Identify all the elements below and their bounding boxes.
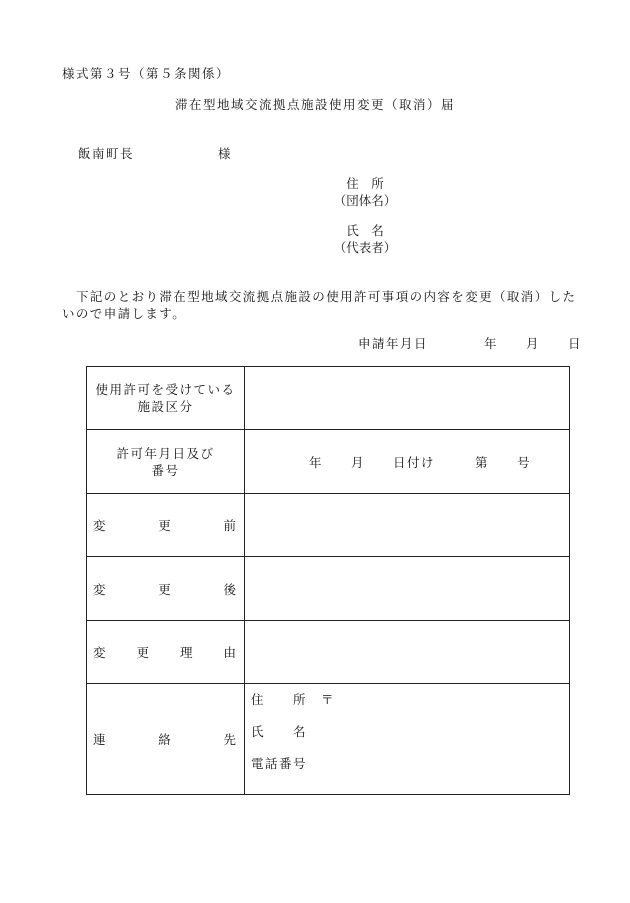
reason-label-char: 更 [136, 645, 149, 660]
after-label-char: 更 [158, 581, 171, 597]
permit-no: 第 [475, 454, 490, 470]
body-text: 下記のとおり滞在型地域交流拠点施設の使用許可事項の内容を変更（取消）したいので申請します。 [62, 289, 577, 321]
before-label-cell [87, 494, 245, 557]
addressee-honorific: 様 [218, 146, 231, 161]
contact-name-label: 氏 名 [251, 724, 308, 739]
facility-label-line2: 施設区分 [137, 399, 194, 414]
facility-label-cell [87, 367, 245, 430]
after-label-char: 変 [93, 581, 106, 597]
table-row-permit [87, 430, 570, 494]
table-row-contact [87, 684, 570, 795]
after-value-cell[interactable] [245, 557, 570, 621]
applicant-name-block [300, 222, 430, 256]
table-row-before [87, 494, 570, 557]
reason-label-char: 由 [223, 645, 236, 660]
table-row-reason [87, 621, 570, 684]
facility-value-cell[interactable] [245, 367, 570, 430]
reason-label-cell [87, 621, 245, 684]
form-title: 滞在型地域交流拠点施設使用変更（取消）届 [174, 97, 455, 112]
application-date: 申請年月日 年 月 日 [358, 336, 583, 351]
permit-label-line2: 番号 [151, 462, 180, 478]
applicant-name-label: 氏 名 [346, 223, 384, 238]
permit-label-cell [87, 430, 245, 494]
contact-phone-label: 電話番号 [251, 756, 308, 771]
before-label-char: 前 [223, 518, 236, 533]
reason-value-cell[interactable] [245, 621, 570, 684]
permit-year: 年 [309, 454, 324, 470]
contact-value-cell[interactable] [245, 684, 570, 795]
before-label-char: 変 [93, 518, 106, 533]
form-number: 様式第３号（第５条関係） [62, 66, 231, 81]
after-label-char: 後 [223, 581, 236, 597]
before-value-cell[interactable] [245, 494, 570, 557]
applicant-address-block [300, 175, 430, 209]
contact-label-char: 連 [93, 732, 106, 747]
after-label-cell [87, 557, 245, 621]
permit-number: 号 [517, 454, 532, 470]
facility-label-line1: 使用許可を受けている [95, 382, 236, 397]
reason-label-char: 変 [93, 645, 106, 660]
permit-label-line1: 許可年月日及び [116, 445, 215, 461]
applicant-org-label: （団体名） [333, 193, 397, 208]
table-row-after [87, 557, 570, 621]
addressee-name: 飯南町長 [78, 146, 135, 161]
before-label-char: 更 [158, 518, 171, 533]
applicant-address-label: 住 所 [346, 176, 384, 191]
form-table [86, 366, 570, 795]
permit-month: 月 [351, 454, 366, 470]
contact-label-char: 先 [223, 732, 236, 747]
contact-address-label: 住 所 〒 [251, 692, 336, 707]
permit-day: 日付け [393, 454, 436, 470]
applicant-rep-label: （代表者） [333, 240, 397, 255]
contact-label-char: 絡 [158, 732, 171, 747]
reason-label-char: 理 [179, 645, 193, 660]
permit-value-cell[interactable] [245, 430, 570, 494]
table-row-facility [87, 367, 570, 430]
contact-label-cell [87, 684, 245, 795]
